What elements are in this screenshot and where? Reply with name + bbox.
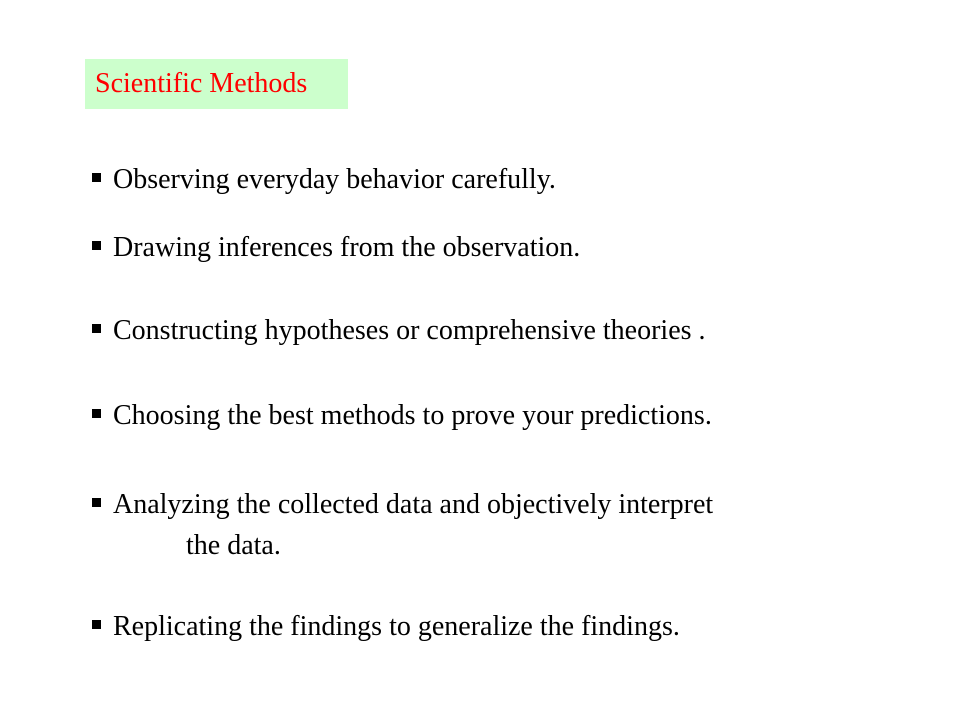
square-bullet-icon: [92, 241, 101, 250]
list-item-text: Constructing hypotheses or comprehensive theories .: [113, 315, 706, 346]
list-item: [92, 609, 680, 645]
list-item-text: Choosing the best methods to prove your predictions.: [113, 400, 712, 431]
list-item: [92, 313, 706, 349]
square-bullet-icon: [92, 324, 101, 333]
list-item: [92, 487, 713, 523]
square-bullet-icon: [92, 620, 101, 629]
slide-title-box: [85, 59, 348, 109]
list-item-text: Analyzing the collected data and objectively interpret: [113, 489, 714, 520]
list-item: [92, 162, 556, 198]
list-item-continuation: the data.: [186, 530, 281, 561]
slide-title: Scientific Methods: [95, 68, 308, 99]
list-item-text: Drawing inferences from the observation.: [113, 232, 581, 263]
square-bullet-icon: [92, 498, 101, 507]
list-item: [92, 398, 712, 434]
list-item-text: Replicating the findings to generalize the findings.: [113, 611, 680, 642]
square-bullet-icon: [92, 409, 101, 418]
list-item: [92, 230, 580, 266]
square-bullet-icon: [92, 173, 101, 182]
list-item-text: Observing everyday behavior carefully.: [113, 164, 556, 195]
